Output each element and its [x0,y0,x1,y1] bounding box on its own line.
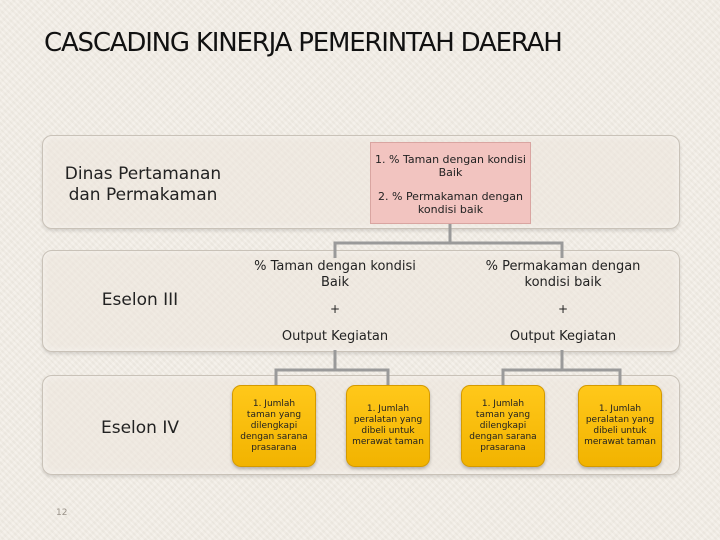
eselon4-node-4: 1. Jumlah peralatan yang dibeli untuk merawat taman [578,385,662,467]
level-label-eselon3: Eselon III [101,290,179,310]
dinas-indicator-2: 2. % Permakaman dengan kondisi baik [378,190,523,216]
connector-dinas-eselon3 [335,224,562,258]
plus-sign: + [557,302,569,316]
level-label-dinas: Dinas Pertamanan dan Permakaman [64,164,222,205]
eselon4-node-2: 1. Jumlah peralatan yang dibeli untuk merawat taman [346,385,430,467]
dinas-indicator-1: 1. % Taman dengan kondisi Baik [375,153,526,179]
plus-sign: + [329,302,341,316]
eselon4-node-1: 1. Jumlah taman yang dilengkapi dengan sarana prasarana [232,385,316,467]
eselon4-node-3: 1. Jumlah taman yang dilengkapi dengan sarana prasarana [461,385,545,467]
level-label-eselon4: Eselon IV [100,418,179,438]
connector-eselon3-right [503,350,620,385]
eselon3-node-taman [250,259,420,345]
eselon3-indicator: % Permakaman dengan kondisi baik [485,259,641,290]
eselon3-indicator: % Taman dengan kondisi Baik [254,259,416,290]
eselon3-output: Output Kegiatan [281,329,389,344]
eselon3-output: Output Kegiatan [509,329,617,344]
dinas-indicator-box [370,142,531,224]
page-title: CASCADING KINERJA PEMERINTAH DAERAH [44,28,562,58]
connector-eselon3-left [276,350,388,385]
page-number: 12 [56,508,68,518]
eselon3-node-permakaman [478,259,648,345]
